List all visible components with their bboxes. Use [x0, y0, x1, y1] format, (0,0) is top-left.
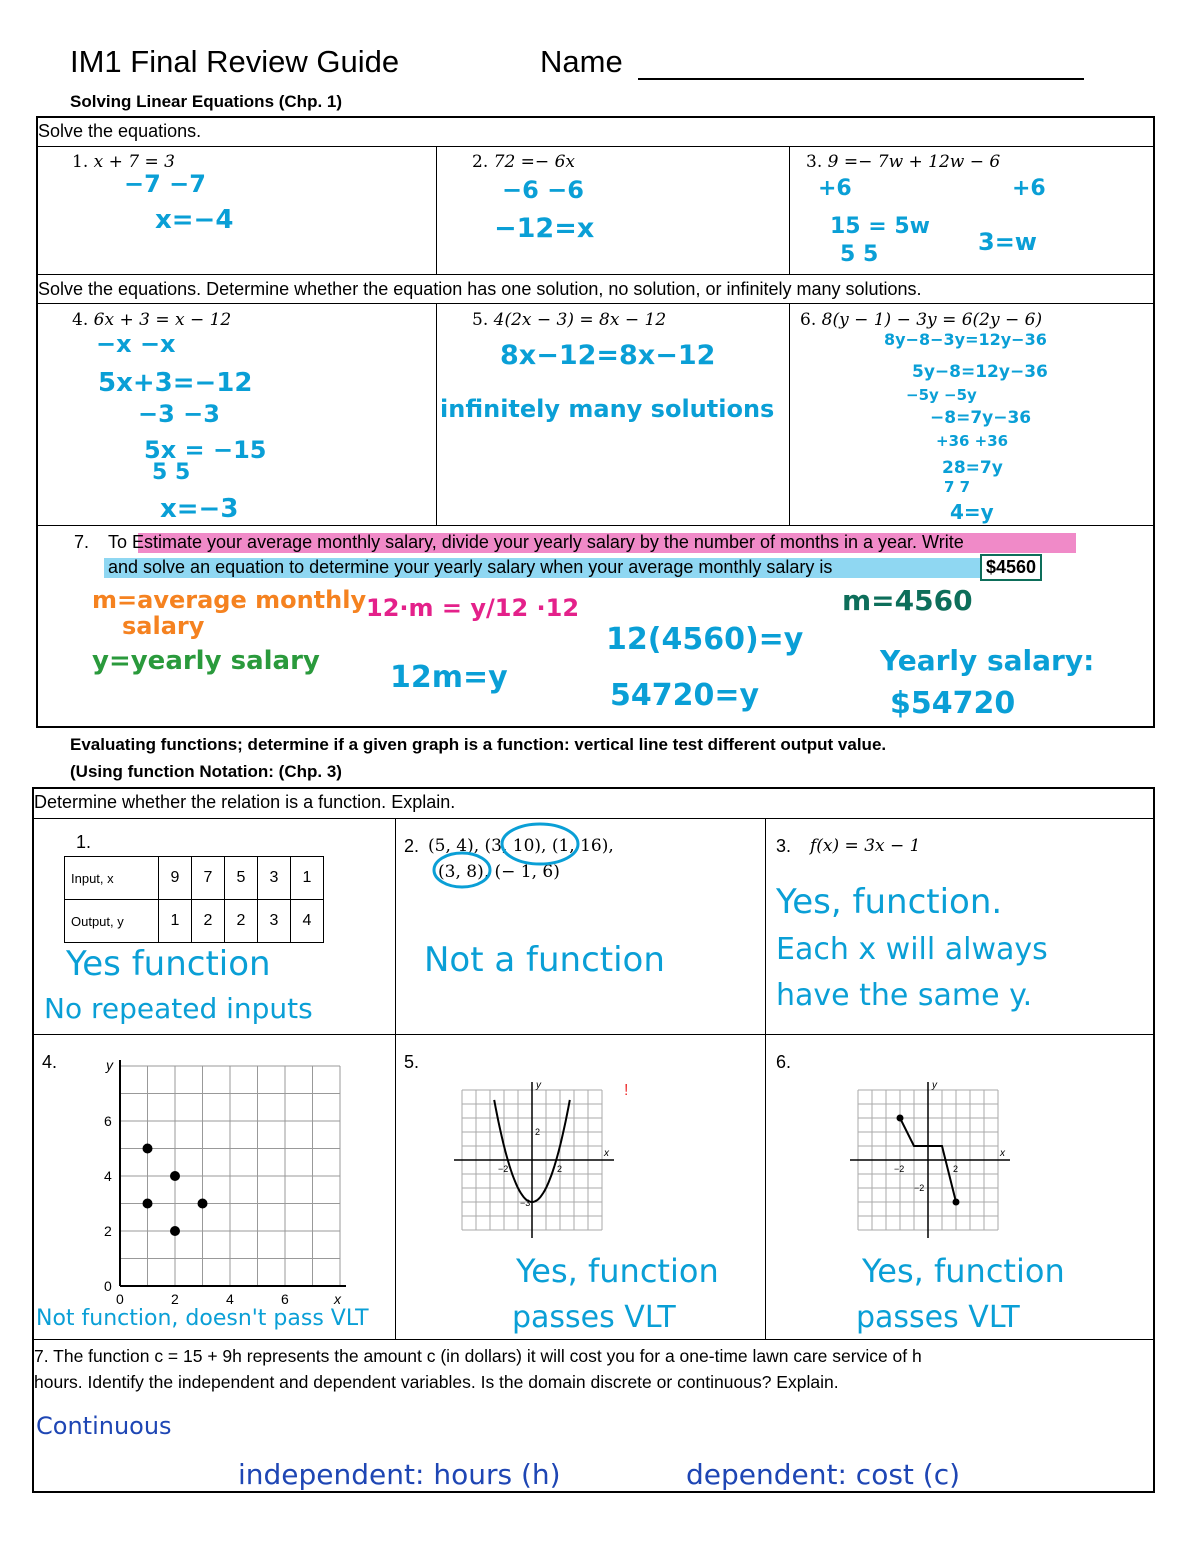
circle-annotations [430, 820, 590, 890]
section2-heading-line2: (Using function Notation: (Chp. 3) [70, 762, 342, 781]
x-tick-label: −2 [894, 1164, 905, 1174]
y-tick-label: 0 [104, 1278, 112, 1294]
problem-number: 6. [800, 310, 817, 330]
part2-instruction: Solve the equations. Determine whether the equation has one solution, no solution, or infinitely many solutions. [38, 279, 922, 299]
equation: x + 7 = 3 [93, 152, 175, 172]
output-label: Output, y [65, 900, 159, 943]
problem2 [472, 152, 575, 172]
x-tick-label: 2 [557, 1164, 563, 1174]
output-cell: 2 [225, 900, 258, 943]
circle-mark [502, 824, 578, 864]
work-line: 5x = −15 [144, 436, 267, 464]
input-output-table [64, 856, 324, 943]
problem7-text-line1: To Estimate your average monthly salary, divide your yearly salary by the number of months in a year. Write [108, 532, 964, 552]
work-line: 5y−8=12y−36 [912, 362, 1048, 382]
y-axis-label: y [536, 1080, 541, 1091]
s2-p7-answer-domain: Continuous [36, 1412, 172, 1440]
equation: 6x + 3 = x − 12 [93, 310, 232, 330]
s2-p3-answer3: have the same y. [776, 978, 1033, 1013]
data-point [170, 1171, 180, 1181]
problem-number: 3. [806, 152, 823, 172]
problem-number: 5. [472, 310, 489, 330]
circle-mark [434, 853, 490, 887]
work-line: x=−3 [160, 494, 239, 524]
s2-p5-mark: ! [624, 1082, 629, 1099]
problem7-number: 7. [74, 532, 90, 552]
problem1 [72, 152, 175, 172]
x-tick-label: 2 [953, 1164, 959, 1174]
output-cell: 3 [258, 900, 291, 943]
endpoint [953, 1199, 960, 1206]
y-tick-label: 2 [535, 1127, 541, 1137]
work-answer2: $54720 [890, 686, 1016, 721]
divider [395, 818, 396, 1339]
work-line: −7 −7 [124, 170, 206, 198]
parabola-graph [450, 1080, 620, 1250]
s2-p6-answer1: Yes, function [862, 1252, 1065, 1290]
work-line: +36 +36 [936, 432, 1009, 450]
work-line: 28=7y [942, 458, 1003, 478]
work-line: infinitely many solutions [440, 395, 775, 423]
s2-p6-answer2: passes VLT [856, 1300, 1020, 1335]
x-tick-label: −2 [498, 1164, 509, 1174]
page-title: IM1 Final Review Guide [70, 44, 400, 79]
name-label: Name [540, 44, 623, 79]
s2-p1-answer1: Yes function [66, 944, 271, 984]
s2-p3-equation: f(x) = 3x − 1 [810, 836, 921, 856]
input-cell: 9 [159, 857, 192, 900]
s2-p7-text-line2: hours. Identify the independent and dependent variables. Is the domain discrete or continuous? Explain. [34, 1372, 839, 1392]
problem4 [72, 310, 231, 330]
problem6 [800, 310, 1042, 330]
equation: 72 =− 6x [493, 152, 575, 172]
x-tick-label: 0 [116, 1291, 124, 1307]
section2-heading-line1: Evaluating functions; determine if a given graph is a function: vertical line test different output value. [70, 735, 887, 754]
s2-p2-answer: Not a function [424, 940, 665, 980]
equation: 4(2x − 3) = 8x − 12 [493, 310, 667, 330]
s2-p2-line2: (3, 8), (− 1, 6) [438, 862, 560, 882]
work-line: 5 5 [152, 460, 191, 485]
x-tick-label: 2 [171, 1291, 179, 1307]
work-line: 5 5 [840, 242, 879, 267]
divider [37, 146, 1154, 147]
work-line: 5x+3=−12 [98, 368, 253, 398]
input-cell: 3 [258, 857, 291, 900]
work-def-m: m=average monthly [92, 586, 367, 614]
work-eq2: 12m=y [390, 660, 508, 695]
work-line: 4=y [950, 500, 994, 524]
work-line: −5y −5y [906, 386, 977, 404]
s2-p2-line1: (5, 4), (3, 10), (1, 16), [428, 836, 614, 856]
section2-instruction: Determine whether the relation is a function. Explain. [34, 792, 456, 812]
endpoint [897, 1115, 904, 1122]
x-axis-label: x [334, 1291, 341, 1307]
divider [765, 818, 766, 1339]
work-line: +6 [818, 176, 852, 201]
problem7-amount: $4560 [980, 554, 1042, 581]
s2-problem2-number: 2. [404, 836, 420, 856]
divider [33, 1034, 1154, 1035]
s2-problem4-number: 4. [42, 1052, 58, 1072]
y-axis-label: y [932, 1080, 937, 1091]
work-eq1: 12·m = y/12 ·12 [366, 594, 580, 622]
divider [436, 146, 437, 274]
work-line: −3 −3 [138, 400, 220, 428]
s2-problem3-number: 3. [776, 836, 792, 856]
work-m-value: m=4560 [842, 584, 973, 617]
s2-p1-answer2: No repeated inputs [44, 992, 313, 1025]
input-cell: 7 [192, 857, 225, 900]
x-tick-label: 4 [226, 1291, 234, 1307]
s2-problem1-number: 1. [76, 832, 92, 852]
scatter-graph [90, 1060, 360, 1310]
data-point [143, 1199, 153, 1209]
data-point [198, 1199, 208, 1209]
divider [37, 525, 1154, 526]
work-def-m2: salary [122, 612, 205, 640]
work-line: −x −x [96, 330, 176, 358]
problem7-text-line2: and solve an equation to determine your yearly salary when your average monthly salary is [108, 557, 833, 577]
work-line: +6 [1012, 176, 1046, 201]
name-blank-line[interactable] [638, 78, 1084, 80]
y-tick-label: −2 [914, 1183, 925, 1193]
divider [37, 303, 1154, 304]
equation: 9 =− 7w + 12w − 6 [827, 152, 1001, 172]
s2-p3-answer2: Each x will always [776, 932, 1048, 967]
problem5 [472, 310, 666, 330]
work-eq3: 12(4560)=y [606, 622, 804, 657]
x-axis-label: x [1000, 1148, 1005, 1159]
work-line: 3=w [978, 228, 1037, 256]
input-cell: 1 [291, 857, 324, 900]
work-eq4: 54720=y [610, 678, 760, 713]
problem-number: 1. [72, 152, 89, 172]
work-line: −12=x [494, 213, 595, 244]
output-cell: 2 [192, 900, 225, 943]
input-cell: 5 [225, 857, 258, 900]
work-answer1: Yearly salary: [880, 644, 1095, 677]
work-line: x=−4 [155, 205, 234, 235]
divider [33, 1339, 1154, 1340]
work-line: 8y−8−3y=12y−36 [884, 330, 1047, 349]
y-tick-label: 6 [104, 1113, 112, 1129]
s2-p7-answer-dep: dependent: cost (c) [686, 1458, 961, 1491]
work-line: 15 = 5w [830, 214, 930, 239]
output-cell: 1 [159, 900, 192, 943]
part1-instruction: Solve the equations. [38, 121, 202, 141]
work-def-y: y=yearly salary [92, 646, 320, 676]
problem3 [806, 152, 1000, 172]
divider [436, 303, 437, 525]
work-line: 7 7 [944, 478, 971, 496]
input-label: Input, x [65, 857, 159, 900]
section1-heading: Solving Linear Equations (Chp. 1) [70, 92, 343, 111]
problem-number: 4. [72, 310, 89, 330]
y-axis-label: y [106, 1060, 113, 1073]
divider [37, 274, 1154, 275]
s2-problem5-number: 5. [404, 1052, 420, 1072]
work-line: −8=7y−36 [930, 408, 1032, 428]
piecewise-graph [846, 1080, 1016, 1250]
y-tick-label: 2 [104, 1223, 112, 1239]
s2-p5-answer1: Yes, function [516, 1252, 719, 1290]
y-tick-label: −3 [520, 1198, 531, 1208]
output-cell: 4 [291, 900, 324, 943]
data-point [143, 1144, 153, 1154]
equation: 8(y − 1) − 3y = 6(2y − 6) [821, 310, 1043, 330]
s2-p7-text-line1: 7. The function c = 15 + 9h represents the amount c (in dollars) it will cost you for a one-time lawn care service of h [34, 1346, 922, 1366]
divider [789, 303, 790, 525]
s2-problem6-number: 6. [776, 1052, 792, 1072]
divider [789, 146, 790, 274]
problem-number: 2. [472, 152, 489, 172]
s2-p3-answer1: Yes, function. [776, 882, 1003, 922]
s2-p7-answer-indep: independent: hours (h) [238, 1458, 561, 1491]
x-axis-label: x [604, 1148, 609, 1159]
x-tick-label: 6 [281, 1291, 289, 1307]
y-tick-label: 4 [104, 1168, 112, 1184]
s2-p4-answer: Not function, doesn't pass VLT [36, 1306, 369, 1331]
work-line: 8x−12=8x−12 [500, 340, 716, 371]
data-point [170, 1226, 180, 1236]
divider [33, 818, 1154, 819]
s2-p5-answer2: passes VLT [512, 1300, 676, 1335]
work-line: −6 −6 [502, 176, 584, 204]
